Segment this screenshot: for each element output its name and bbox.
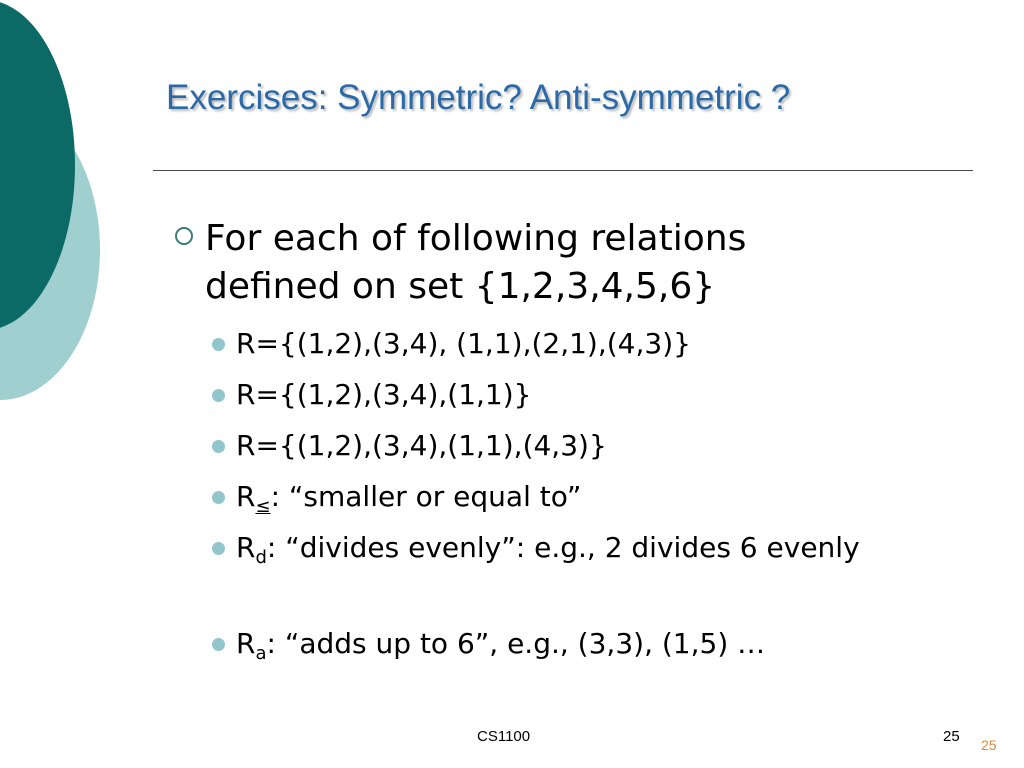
bullet-dot-icon bbox=[212, 338, 225, 351]
relation-item-1: R={(1,2),(3,4), (1,1),(2,1),(4,3)} bbox=[236, 327, 691, 360]
footer-page-number: 25 bbox=[943, 728, 960, 745]
title-divider bbox=[153, 170, 973, 171]
relation-description: : “adds up to 6”, e.g., (3,3), (1,5) … bbox=[266, 627, 766, 660]
relation-description: : “divides evenly”: e.g., 2 divides 6 evenly bbox=[266, 531, 860, 564]
relation-item-2: R={(1,2),(3,4),(1,1)} bbox=[236, 378, 532, 411]
bullet-dot-icon bbox=[212, 491, 225, 504]
relation-description: : “smaller or equal to” bbox=[270, 480, 582, 513]
relation-item-5 bbox=[236, 528, 936, 578]
bullet-dot-icon bbox=[212, 542, 225, 555]
bullet-dot-icon bbox=[212, 440, 225, 453]
bullet-dot-icon bbox=[212, 389, 225, 402]
relation-symbol: R bbox=[236, 531, 256, 564]
relation-item-4 bbox=[236, 477, 966, 527]
relation-item-6 bbox=[236, 624, 966, 674]
main-bullet-text: For each of following relations defined on set {1,2,3,4,5,6} bbox=[205, 218, 747, 307]
hollow-circle-bullet-icon bbox=[175, 227, 193, 245]
relation-subscript: ≤ bbox=[255, 496, 271, 517]
relation-subscript: a bbox=[255, 643, 267, 664]
relation-symbol: R bbox=[236, 627, 256, 660]
bullet-dot-icon bbox=[212, 638, 225, 651]
relation-item-3: R={(1,2),(3,4),(1,1),(4,3)} bbox=[236, 429, 607, 462]
relation-subscript: d bbox=[255, 547, 267, 568]
slide-title: Exercises: Symmetric? Anti-symmetric ? bbox=[166, 78, 791, 117]
relation-symbol: R bbox=[236, 480, 256, 513]
slide-number: 25 bbox=[981, 737, 997, 753]
footer-course: CS1100 bbox=[477, 728, 531, 745]
